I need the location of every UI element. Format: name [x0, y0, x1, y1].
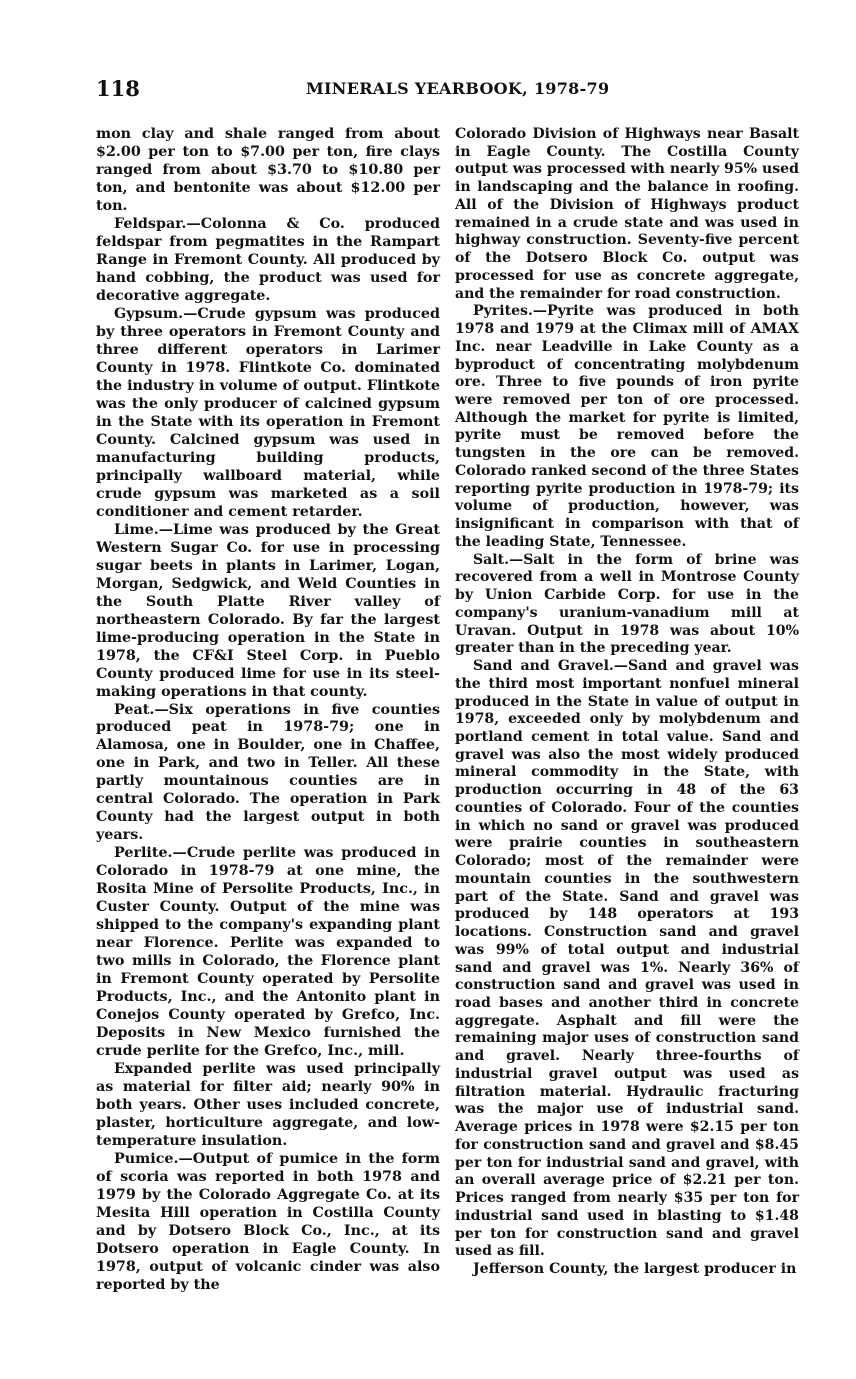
paragraph-text: —Crude gypsum was produced by three operators in Fremont County and three different operators in Larimer County in 1978. Flintkote Co. dominated the industry in volume of output. Flintkote was the only producer of calcined gypsum in the State with its operation in Fremont County. Calcined gypsum was used in manufacturing building products, principally wallboard material, while crude gypsum was marketed as a soil conditioner and cement retarder. [96, 305, 440, 520]
paragraph-text: —Colonna & Co. produced feldspar from pegmatites in the Rampart Range in Fremont County. All produced by hand cobbing, the product was used for decorative aggregate. [96, 215, 440, 304]
section-heading: Salt. [473, 551, 510, 568]
paragraph [96, 126, 440, 216]
paragraph-salt [455, 552, 799, 658]
paragraph-text: Jefferson County, the largest producer in [473, 1261, 797, 1277]
paragraph-text: —Pyrite was produced in both 1978 and 1979 at the Climax mill of AMAX Inc. near Leadville in Lake County as a byproduct of concentrating molybdenum ore. Three to five pounds of iron pyrite were removed per ton of ore processed. Although the market for pyrite is limited, pyrite must be removed before the tungsten in the ore can be removed. Colorado ranked second of the three States reporting pyrite production in 1978-79; its volume of production, however, was insignificant in comparison with that of the leading State, Tennessee. [455, 303, 799, 550]
paragraph-peat [96, 702, 440, 846]
paragraph-text: —Crude perlite was produced in Colorado in 1978-79 at one mine, the Rosita Mine of Persolite Products, Inc., in Custer County. Output of the mine was shipped to the company's expanding plant near Florence. Perlite was expanded to two mills in Colorado, the Florence plant in Fremont County operated by Persolite Products, Inc., and the Antonito plant in Conejos County operated by Grefco, Inc. Deposits in New Mexico furnished the crude perlite for the Grefco, Inc., mill. [96, 845, 440, 1060]
paragraph-text: —Salt in the form of brine was recovered from a well in Montrose County by Union Carbide Corp. for use in the company's uranium-vanadium mill at Uravan. Output in 1978 was about 10% greater than in the preceding year. [455, 551, 799, 657]
section-heading: Pumice. [114, 1151, 179, 1168]
paragraph-expanded-perlite [96, 1061, 440, 1151]
paragraph-sand-and-gravel [455, 658, 799, 1261]
paragraph-jefferson [455, 1261, 799, 1279]
section-heading: Sand and Gravel. [473, 658, 614, 675]
paragraph-feldspar [96, 216, 440, 306]
running-title: MINERALS YEARBOOK, 1978-79 [306, 79, 610, 98]
paragraph [455, 126, 799, 303]
paragraph-pumice [96, 1151, 440, 1295]
paragraph-text: —Lime was produced by the Great Western Sugar Co. for use in processing sugar beets in plants in Larimer, Logan, Morgan, Sedgwick, and Weld Counties in the South Platte River valley of northeastern Colorado. By far the largest lime-producing operation in the State in 1978, the CF&I Steel Corp. in Pueblo County produced lime for use in its steel-making operations in that county. [96, 521, 440, 700]
section-heading: Gypsum. [114, 305, 184, 322]
paragraph-lime [96, 522, 440, 702]
paragraph-perlite [96, 845, 440, 1061]
paragraph-text: —Six operations in five counties produced peat in 1978-79; one in Alamosa, one in Boulder, one in Chaffee, one in Park, and two in Teller. All these partly mountainous counties are in central Colorado. The operation in Park County had the largest output in both years. [96, 701, 440, 844]
paragraph-text: mon clay and shale ranged from about $2.00 per ton to $7.00 per ton, fire clays ranged from about $3.70 to $10.80 per ton, and bentonite was about $12.00 per ton. [96, 126, 440, 214]
paragraph-text: Colorado Division of Highways near Basalt in Eagle County. The Costilla County output was processed with nearly 95% used in landscaping and the balance in roofing. All of the Division of Highways product remained in a crude state and was used in highway construction. Seventy-five percent of the Dotsero Block Co. output was processed for use as concrete aggregate, and the remainder for road construction. [455, 126, 799, 302]
page-number: 118 [96, 76, 140, 101]
paragraph-gypsum [96, 306, 440, 522]
section-heading: Lime. [114, 521, 159, 538]
page-header [96, 76, 796, 104]
paragraph-text: Expanded perlite was used principally as material for filter aid; nearly 90% in both years. Other uses included concrete, plaster, horticulture aggregate, and low-temperature insulation. [96, 1061, 440, 1150]
section-heading: Feldspar. [114, 215, 187, 232]
paragraph-pyrites [455, 303, 799, 551]
left-column [96, 126, 440, 1295]
paragraph-text: —Sand and gravel was the third most important nonfuel mineral produced in the State in value of output in 1978, exceeded only by molybdenum and portland cement in total value. Sand and gravel was also the most widely produced mineral commodity in the State, with production occurring in 48 of the 63 counties of Colorado. Four of the counties in which no sand or gravel was produced were prairie counties in southeastern Colorado; most of the remainder were mountain counties in the southwestern part of the State. Sand and gravel was produced by 148 operators at 193 locations. Construction sand and gravel was 99% of total output and industrial sand and gravel was 1%. Nearly 36% of construction sand and gravel was used in road bases and another third in concrete aggregate. Asphalt and fill were the remaining major uses of construction sand and gravel. Nearly three-fourths of industrial gravel output was used as filtration material. Hydraulic fracturing was the major use of industrial sand. Average prices in 1978 were $2.15 per ton for construction sand and gravel and $8.45 per ton for industrial sand and gravel, with an overall average price of $2.21 per ton. Prices ranged from nearly $35 per ton for industrial sand used in blasting to $1.48 per ton for construction sand and gravel used as fill. [455, 658, 799, 1260]
section-heading: Pyrites. [473, 303, 533, 320]
paragraph-text: —Output of pumice in the form of scoria was reported in both 1978 and 1979 by the Colorado Aggregate Co. at its Mesita Hill operation in Costilla County and by Dotsero Block Co., Inc., at its Dotsero operation in Eagle County. In 1978, output of volcanic cinder was also reported by the [96, 1151, 440, 1293]
right-column [455, 126, 799, 1279]
section-heading: Peat. [114, 701, 155, 718]
section-heading: Perlite. [114, 845, 173, 862]
